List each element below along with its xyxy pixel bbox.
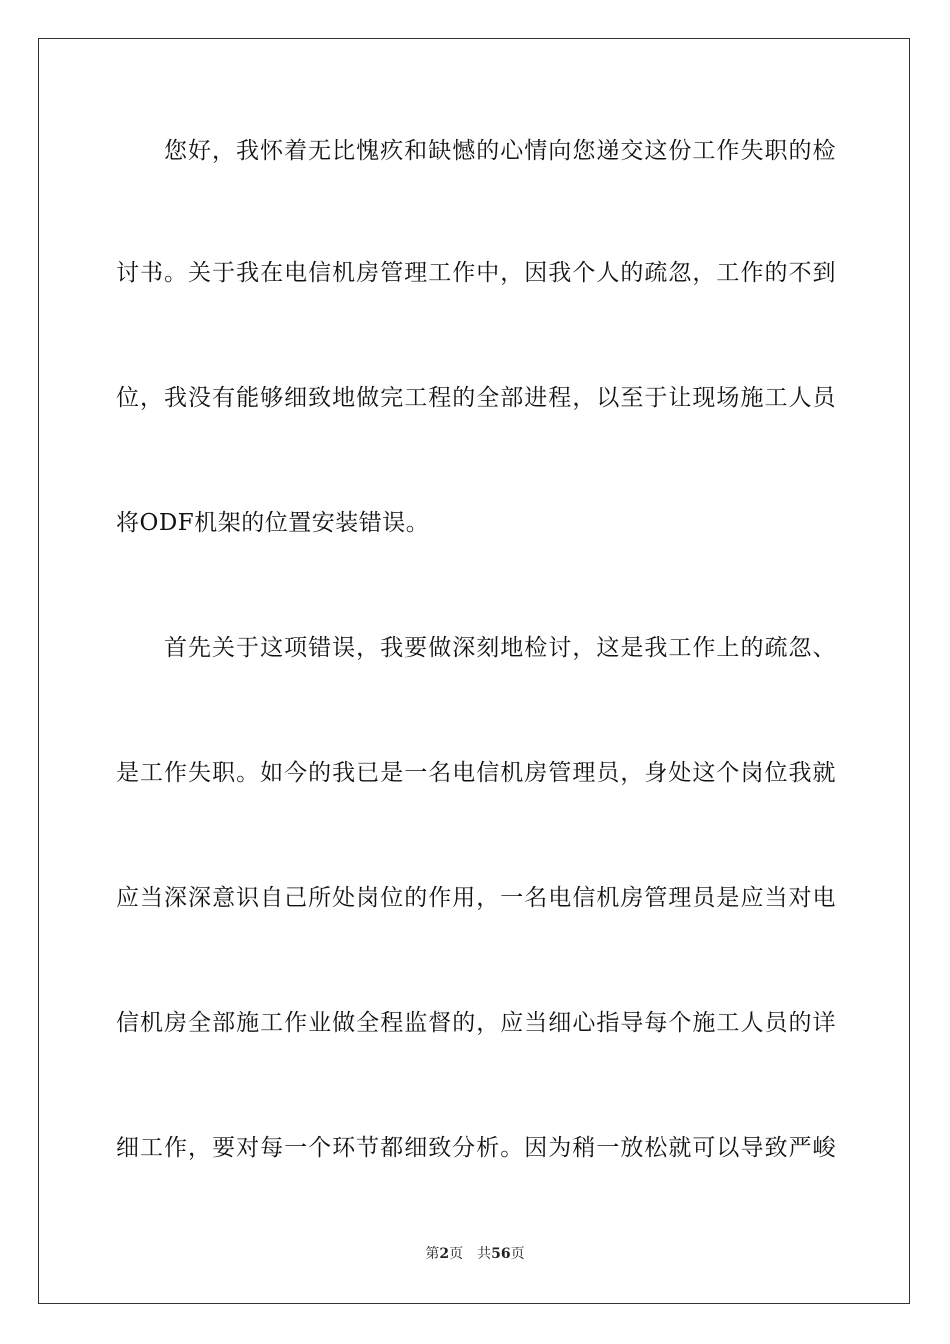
- page-number: 2: [439, 1246, 450, 1262]
- total-pages: 56: [491, 1246, 511, 1262]
- text-line: 信机房全部施工作业做全程监督的，应当细心指导每个施工人员的详: [116, 1010, 836, 1036]
- total-prefix: 共: [477, 1246, 492, 1262]
- page-prefix: 第: [425, 1246, 440, 1262]
- text-line: 您好，我怀着无比愧疚和缺憾的心情向您递交这份工作失职的检: [164, 138, 836, 164]
- text-line: 是工作失职。如今的我已是一名电信机房管理员，身处这个岗位我就: [116, 760, 836, 786]
- page-border: [38, 38, 910, 1304]
- page-footer: [0, 1245, 950, 1263]
- text-line: 讨书。关于我在电信机房管理工作中，因我个人的疏忽，工作的不到: [116, 260, 836, 286]
- text-line: 细工作，要对每一个环节都细致分析。因为稍一放松就可以导致严峻: [116, 1135, 836, 1161]
- page-suffix: 页: [449, 1246, 464, 1262]
- text-line: 将ODF机架的位置安装错误。: [116, 510, 430, 536]
- text-line: 应当深深意识自己所处岗位的作用，一名电信机房管理员是应当对电: [116, 885, 836, 911]
- text-line: 位，我没有能够细致地做完工程的全部进程，以至于让现场施工人员: [116, 385, 836, 411]
- total-suffix: 页: [510, 1246, 525, 1262]
- text-line: 首先关于这项错误，我要做深刻地检讨，这是我工作上的疏忽、: [164, 635, 836, 661]
